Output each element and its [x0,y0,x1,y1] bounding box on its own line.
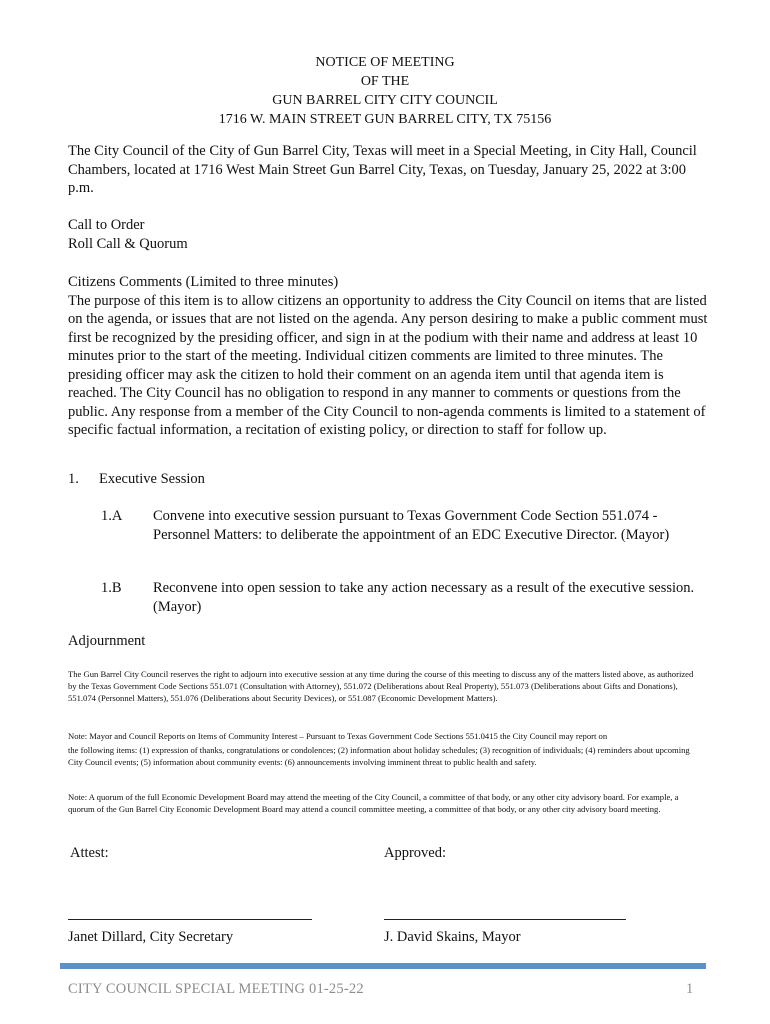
agenda-item-1b-text: Reconvene into open session to take any action necessary as a result of the executive session. (Mayor) [153,580,695,615]
community-interest-items: the following items: (1) expression of thanks, congratulations or condolences; (2) information about holiday schedules; (3) recognition of individuals; (4) reminders about upcoming City Council events; (5) information about community events: (6) announcements involving imminent threat to public health and safety. [68,745,690,768]
agenda-item-1a-text: Convene into executive session pursuant to Texas Government Code Section 551.074 - Personnel Matters: to deliberate the appointment of an EDC Executive Director. (Mayor) [153,508,670,543]
mayor-name: J. David Skains, Mayor [384,929,521,945]
header-line-notice: NOTICE OF MEETING [315,55,455,70]
page-number: 1 [686,981,694,997]
approved-label: Approved: [384,845,447,861]
quorum-note: Note: A quorum of the full Economic Development Board may attend the meeting of the City Council, a committee of that body, or any other city advisory board. For example, a quorum of the Gun Barrel City Economic Development Board may attend a council committee meeting, a committee of that body, or any other city advisory board meeting. [68,792,679,815]
agenda-item-1 [68,470,205,489]
citizens-comments-body: The purpose of this item is to allow citizens an opportunity to address the City Council on items that are listed on the agenda, or issues that are not listed on the agenda. Any person desiring to make a public comment must first be recognized by the presiding officer, and sign in at the podium with their name and address at least 10 minutes prior to the start of the meeting. Individual citizen comments are limited to three minutes. The presiding officer may ask the citizen to hold their comment on an agenda item until that agenda item is reached. The City Council has no obligation to respond in any manner to comments or questions from the public. Any response from a member of the City Council to non-agenda comments is limited to a statement of specific factual information, a recitation of existing policy, or direction to staff for follow up. [68,292,708,438]
citizens-comments-heading: Citizens Comments (Limited to three minutes) [68,274,339,290]
header-line-address: 1716 W. MAIN STREET GUN BARREL CITY, TX 75156 [218,112,552,127]
agenda-item-1b-label: 1.B [101,580,122,596]
mayor-signature-line [384,919,626,920]
adjournment: Adjournment [68,633,146,649]
footer-title: CITY COUNCIL SPECIAL MEETING 01-25-22 [68,981,364,997]
city-secretary-name: Janet Dillard, City Secretary [68,929,234,945]
community-interest-note: Note: Mayor and Council Reports on Items of Community Interest – Pursuant to Texas Government Code Sections 551.0415 the City Council may report on [68,731,608,741]
header-line-of-the: OF THE [360,74,410,89]
call-to-order: Call to Order [68,217,145,233]
secretary-signature-line [68,919,312,920]
footer-divider [60,963,706,969]
meeting-header [0,53,770,129]
intro-paragraph: The City Council of the City of Gun Barrel City, Texas will meet in a Special Meeting, in City Hall, Council Chambers, located at 1716 West Main Street Gun Barrel City, Texas, on Tuesday, January 25, 2022 at 3:00 p.m. [68,143,697,196]
agenda-item-1a-label: 1.A [101,508,123,524]
opening-items [68,216,708,253]
citizens-comments-section [68,273,708,440]
attest-label: Attest: [70,845,109,861]
executive-session-note: The Gun Barrel City Council reserves the right to adjourn into executive session at any time during the course of this meeting to discuss any of the matters listed above, as authorized by the Texas Government Code Sections 551.071 (Consultation with Attorney), 551.072 (Deliberations about Real Property), 551.073 (Deliberations about Gifts and Donations), 551.074 (Personnel Matters), 551.076 (Deliberations about Security Devices), or 551.087 (Economic Development Matters). [68,669,694,704]
agenda-item-title: Executive Session [99,471,205,487]
header-line-council: GUN BARREL CITY CITY COUNCIL [272,93,498,108]
agenda-item-number: 1. [68,471,79,487]
roll-call: Roll Call & Quorum [68,235,188,252]
